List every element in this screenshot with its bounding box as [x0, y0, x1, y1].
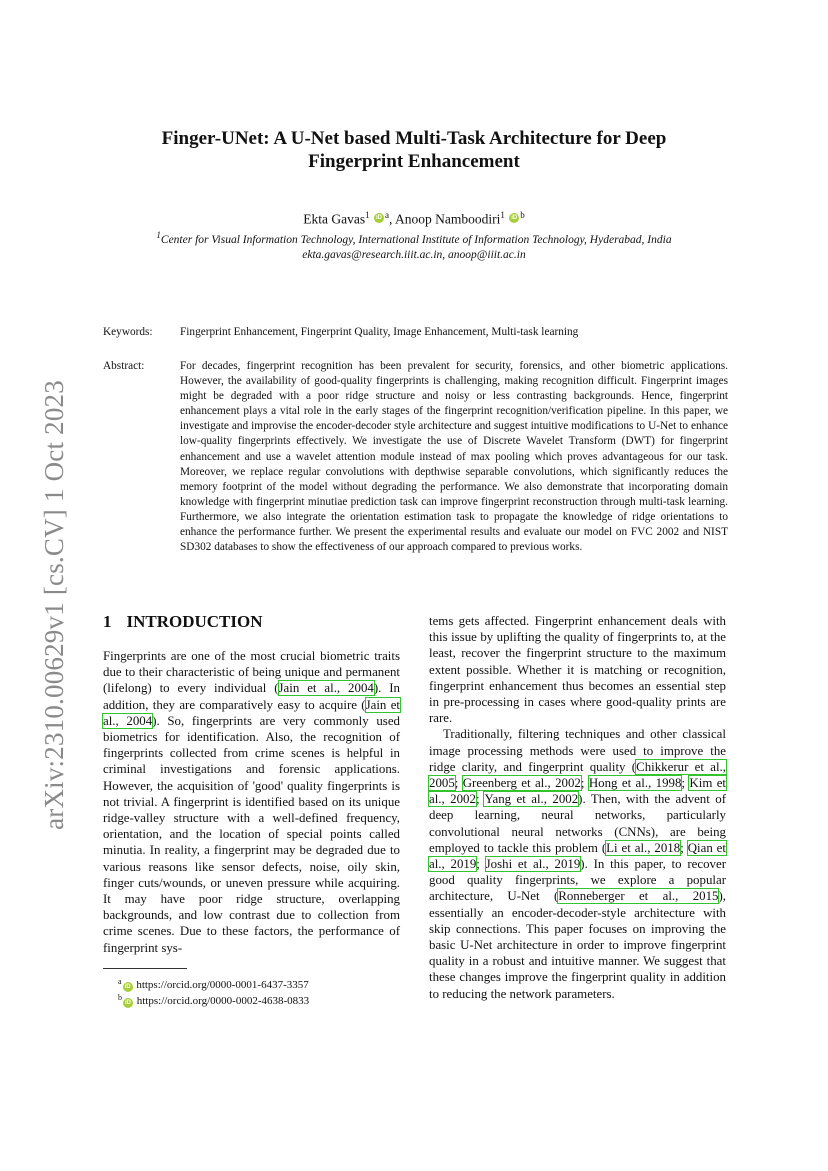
- citation-link[interactable]: Kim et al., 2002: [429, 776, 727, 807]
- paragraph-text: Fingerprints are one of the most crucial biometric traits due to their characteristic of being unique and permanent (lifelong) to every individual (: [103, 649, 400, 696]
- abstract-label: Abstract:: [103, 360, 145, 372]
- citation-link[interactable]: Yang et al., 2002: [484, 792, 579, 807]
- abstract-text: For decades, fingerprint recognition has been prevalent for security, forensics, and other biometric applications. However, the availability of good-quality fingerprints is challenging, making recognition difficult. Fingerprint images might be degraded with a poor ridge structure and noisy or less contrasting backgrounds. Hence, fingerprint enhancement plays a vital role in the early stages of the fingerprint recognition/verification pipeline. In this paper, we investigate and improvise the encoder-decoder style architecture and suggest intuitive modifications to U-Net to enhance low-quality fingerprints effectively. We investigate the use of Discrete Wavelet Transform (DWT) for fingerprint enhancement and use a wavelet attention module instead of max pooling which proves advantageous for our task. Moreover, we replace regular convolutions with depthwise separable convolutions, which significantly reduces the memory footprint of the model without degrading the performance. We also demonstrate that incorporating domain knowledge with fingerprint minutiae prediction task can improve fingerprint reconstruction through multi-task learning. Furthermore, we also integrate the orientation estimation task to propagate the knowledge of ridge orientations to enhance the performance further. We present the experimental results and evaluate our model on FVC 2002 and NIST SD302 databases to show the effectiveness of our approach compared to previous works.: [180, 360, 728, 554]
- paragraph-text: ). In addition, they are comparatively easy to acquire (: [103, 681, 401, 712]
- affiliation-sup: 1: [365, 210, 370, 220]
- citation-link[interactable]: Jain et al., 2004: [103, 697, 400, 728]
- paragraph-text: ). So, fingerprints are very commonly used biometrics for identification. Also, the recognition of fingerprints collected from crime scenes is helpful in criminal investigations and forensic applications. However, the acquisition of 'good' quality fingerprints is not trivial. A fingerprint is identified based on its unique ridge-valley structure with a well-defined frequency, orientation, and the location of special points called minutia. In reality, a fingerprint may be degraded due to various reasons like sensor defects, noise, oily skin, finger cuts/wounds, or uneven pressure while acquiring. It may have poor ridge structure, overlapping backgrounds, and low contrast due to collection from crime scenes. Due to these factors, the performance of fingerprint sys-: [103, 713, 400, 955]
- citation-link[interactable]: Hong et al., 1998: [588, 776, 682, 791]
- footnote-b: [118, 991, 309, 1008]
- section-heading: [103, 612, 263, 632]
- citation-link[interactable]: Chikkerur et al., 2005: [429, 759, 726, 791]
- paragraph-text: ). Then, with the advent of deep learning, neural networks, particularly convolutional neural networks (CNNs), are being employed to tackle this problem (: [429, 792, 726, 855]
- paragraph: [429, 726, 726, 1001]
- citation-link[interactable]: Jain et al., 2004: [278, 681, 374, 696]
- paragraph-text: ), essentially an encoder-decoder-style architecture with skip connections. This paper focuses on improving the basic U-Net architecture in order to improve fingerprint quality in a robust and intuitive manner. We suggest that these changes improve the fingerprint quality in addition to reducing the network parameters.: [429, 889, 726, 1001]
- orcid-icon: iD: [125, 1000, 131, 1006]
- orcid-url[interactable]: https://orcid.org/0000-0002-4638-0833: [136, 995, 310, 1007]
- footnote-mark: a: [118, 977, 122, 986]
- author-separator: ,: [388, 211, 395, 227]
- citation-separator: ;: [580, 776, 589, 791]
- citation-separator: ;: [681, 776, 690, 791]
- orcid-icon[interactable]: iD: [375, 214, 382, 221]
- title-line-2: Fingerprint Enhancement: [308, 151, 520, 172]
- citation-link[interactable]: Joshi et al., 2019: [485, 857, 581, 872]
- citation-separator: ;: [454, 776, 463, 791]
- citation-separator: ;: [475, 792, 485, 807]
- citation-link[interactable]: Greenberg et al., 2002: [462, 776, 581, 791]
- title-line-1: Finger-UNet: A U-Net based Multi-Task Architecture for Deep: [161, 128, 667, 149]
- paragraph: tems gets affected. Fingerprint enhancement deals with this issue by uplifting the quality of fingerprints to, at the least, recover the fingerprint structure to the maximum extent possible. Whether it is matching or recognition, fingerprint enhancement thus becomes an essential step in pre-processing in cases where good-quality prints are rare.: [429, 614, 726, 726]
- author-name: Anoop Namboodiri: [395, 211, 501, 227]
- paragraph-text: ). In this paper, to recover good quality fingerprints, we explore a popular architecture, U-Net (: [429, 857, 726, 904]
- section-title: INTRODUCTION: [126, 612, 263, 631]
- affiliation: [110, 228, 718, 263]
- citation-separator: ;: [680, 840, 688, 855]
- citation-separator: ;: [476, 857, 486, 872]
- section-number: 1: [103, 612, 112, 631]
- paragraph: [103, 648, 400, 956]
- orcid-url[interactable]: https://orcid.org/0000-0001-6437-3357: [136, 979, 309, 991]
- arxiv-stamp: arXiv:2310.00629v1 [cs.CV] 1 Oct 2023: [39, 380, 69, 830]
- affiliation-sup: 1: [500, 210, 505, 220]
- author-name: Ekta Gavas: [303, 211, 366, 227]
- footnote-mark: b: [520, 210, 525, 220]
- abstract: [103, 359, 727, 574]
- affiliation-sup: 1: [156, 230, 161, 240]
- left-column: [103, 648, 400, 956]
- keywords-text: Fingerprint Enhancement, Fingerprint Quality, Image Enhancement, Multi-task learning: [180, 326, 579, 338]
- footnote-rule: [103, 968, 187, 969]
- footnote-mark: a: [384, 210, 389, 220]
- footnote-mark: b: [118, 993, 122, 1002]
- keywords-label: Keywords:: [103, 326, 153, 338]
- author-list: [110, 206, 718, 229]
- right-column: [429, 613, 726, 1002]
- paper-title: [110, 127, 718, 173]
- orcid-icon: iD: [124, 984, 131, 990]
- citation-link[interactable]: Li et al., 2018: [606, 840, 681, 855]
- footnote-a: [118, 975, 309, 992]
- orcid-icon[interactable]: iD: [511, 214, 518, 221]
- citation-link[interactable]: Qian et al., 2019: [429, 840, 726, 872]
- paragraph-text: Traditionally, filtering techniques and other classical image processing methods were used to improve the ridge clarity, and fingerprint quality (: [429, 727, 726, 774]
- affiliation-institution: Center for Visual Information Technology, International Institute of Information Technology, Hyderabad, India: [160, 233, 672, 246]
- citation-link[interactable]: Ronneberger et al., 2015: [558, 889, 719, 904]
- affiliation-emails: ekta.gavas@research.iiit.ac.in, anoop@iiit.ac.in: [302, 248, 526, 261]
